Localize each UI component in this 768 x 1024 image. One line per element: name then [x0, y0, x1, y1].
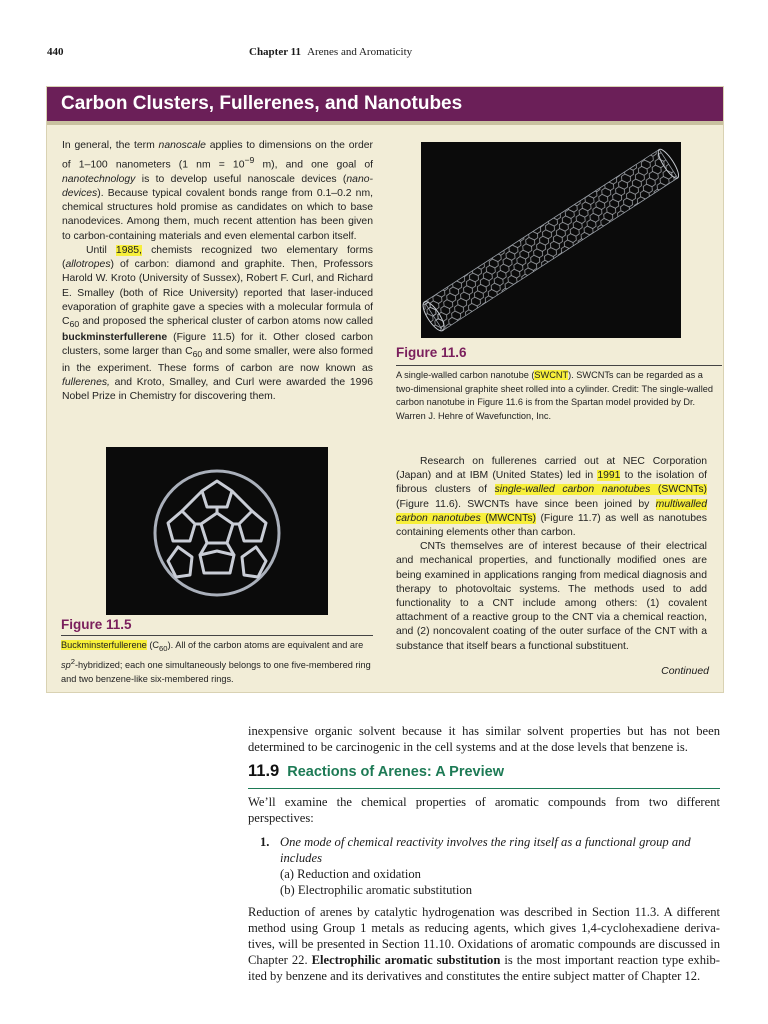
paragraph-nanoscale: In general, the term nanoscale applies to dimensions on the order of 1–100 nanometers (1 nm = $10^{-9}$ m), and one goal of nanotechnology is to develop useful nanoscale devices (nanodevices). Because typical covalent bonds range from 0.1–0.2 nm, chemical structures hold promise as candidates on which to base nanodevices. Among them, much recent attention has been given to carbon-containing materials and even elemental carbon itself.: [62, 140, 373, 242]
list-item: One mode of chemical reactivity involves the ring itself as a functional group and includes: [280, 835, 691, 865]
feature-box-title: Carbon Clusters, Fullerenes, and Nanotubes: [61, 93, 463, 114]
highlight-swcnt: SWCNT: [534, 370, 569, 380]
buckyball-illustration: [106, 447, 328, 615]
highlight-buckminsterfullerene: Buckminsterfullerene: [61, 640, 147, 650]
section-intro: We’ll examine the chemical properties of aromatic compounds from two different perspectives:: [248, 795, 720, 825]
running-head: [47, 46, 721, 62]
paragraph-cnt-applications: CNTs themselves are of interest because of their electrical and mechanical properties, and functionally modified ones are being examined in applications ranging from medical diagnosis and therapy to photovoltaic systems. The methods used to add functionality to a CNT include among others: (1) covalent attachment of a reactive group to the CNT via a chemical reaction, and (2) noncovalent coating of the outer surface of the CNT with a substance that itself bears a functional substituent.: [396, 541, 707, 652]
chapter-title: Arenes and Aromaticity: [307, 46, 413, 58]
feature-box-header: [47, 87, 723, 125]
figure-11-6-label: Figure 11.6: [396, 345, 467, 360]
paragraph-cnt-research: Research on fullerenes carried out at NEC Corporation (Japan) and at IBM (United States) led in 1991 to the isolation of fibrous clusters of single-walled carbon nanotubes (SWCNTs) (Figure 11.6). SWCNTs have since been joined by multiwalled carbon nanotubes (MWCNTs) (Figure 11.7) as well as nanotubes containing elements other than carbon.: [396, 456, 707, 539]
figure-11-5-buckyball-image: [106, 447, 328, 615]
section-heading: [248, 762, 720, 781]
list-number: 1.: [260, 835, 270, 849]
feature-box: [46, 86, 724, 693]
page-number: 440: [47, 46, 64, 58]
sub-item-b: (b) Electrophilic aromatic substitution: [280, 883, 473, 897]
feature-box-right-column: [396, 455, 707, 654]
chapter-heading: [249, 46, 412, 58]
continued-label: Continued: [661, 665, 709, 677]
section-title: Reactions of Arenes: A Preview: [287, 764, 504, 780]
section-number: 11.9: [248, 762, 280, 780]
figure-11-6-rule: [396, 365, 722, 366]
section-body: Reduction of arenes by catalytic hydrogenation was described in Section 11.3. A different method using Group 1 metals as reducing agents, which gives 1,4-cyclohexadiene derivatives, will be presented in Section 11.10. Oxidations of aromatic compounds are discussed in Chapter 22. Electrophilic aromatic substitution is the most important reaction type exhibited by benzene and its derivatives and constitutes the entire subject matter of Chapter 12.: [248, 905, 720, 983]
figure-11-6-caption: A single-walled carbon nanotube (SWCNT). SWCNTs can be regarded as a two-dimensional graphite sheet rolled into a cylinder. Credit: The single-walled carbon nanotube in Figure 11.6 is from the Spartan model provided by Dr. Warren J. Hehre of Wavefunction, Inc.: [396, 370, 713, 421]
nanotube-illustration: [421, 142, 681, 338]
highlight-multiwalled: multiwalled carbon nanotubes: [396, 498, 707, 524]
section-rule: [248, 788, 720, 789]
figure-11-5-rule: [61, 635, 373, 636]
figure-11-5-caption: Buckminsterfullerene $(C_{60})$. All of the carbon atoms are equivalent and are $sp^2$-hybridized; each one simultaneously belongs to one five-membered ring and two benzene-like six-membered rings.: [61, 640, 371, 684]
numbered-list: [260, 834, 720, 898]
figure-11-5-label: Figure 11.5: [61, 617, 132, 632]
highlight-1991: 1991: [597, 470, 621, 482]
highlight-1985: 1985,: [115, 244, 142, 256]
paragraph-fullerene-discovery: Until 1985, chemists recognized two elementary forms (allotropes) of carbon: diamond and graphite. Then, Professors Harold W. Kroto (University of Sussex), Robert F. Curl, and Richard E. Smalley (both of Rice University) reported that laser-induced evaporation of graphite gave a species with a molecular formula of $C_{60}$ and proposed the spherical cluster of carbon atoms now called buckminsterfullerene (Figure 11.5) for it. Other closed carbon clusters, some larger than $C_{60}$ and some smaller, were also formed in the experiment. These forms of carbon are now known as fullerenes, and Kroto, Smalley, and Curl were awarded the 1996 Nobel Prize in Chemistry for discovering them.: [62, 244, 373, 403]
feature-box-left-column: [62, 139, 373, 404]
after-box-text: inexpensive organic solvent because it has similar solvent properties but has not been determined to be carcinogenic in the cell systems and at the dose levels that benzene is.: [248, 723, 720, 754]
chapter-label: Chapter 11: [249, 46, 302, 58]
highlight-single-walled: single-walled carbon nanotubes: [494, 484, 651, 496]
sub-item-a: (a) Reduction and oxidation: [280, 867, 421, 881]
figure-11-6-nanotube-image: [421, 142, 681, 338]
